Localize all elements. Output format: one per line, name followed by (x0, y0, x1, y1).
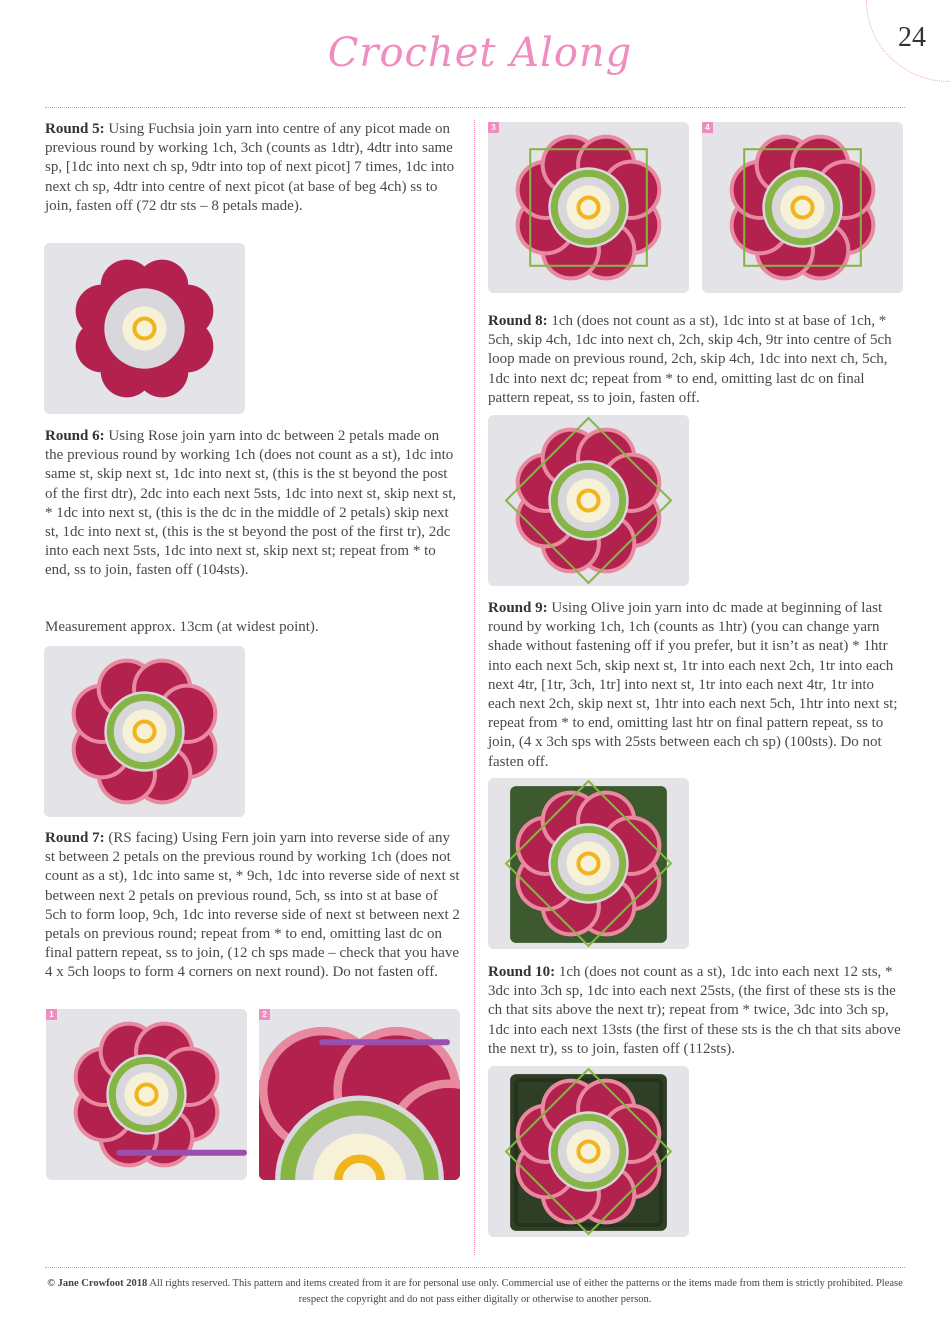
photo-round-8 (488, 415, 689, 586)
round-label: Round 10: (488, 964, 556, 980)
crochet-flower-illustration (702, 122, 903, 293)
round-8-instructions (488, 312, 904, 408)
round-label: Round 7: (45, 830, 105, 846)
header-divider (45, 107, 905, 108)
photo-step-2 (259, 1009, 460, 1180)
step-badge: 1 (46, 1009, 57, 1020)
photo-step-1 (46, 1009, 247, 1180)
footer-divider (45, 1267, 905, 1268)
photo-round-5 (44, 243, 245, 414)
round-6-instructions (45, 427, 461, 581)
round-10-instructions (488, 963, 904, 1059)
round-text: 1ch (does not count as a st), 1dc into each next 12 sts, * 3dc into 3ch sp, 1dc into each next 25sts, (the first of these sts is the ch that sits above the next tr); repeat from * twice, 3dc into 3ch sp, 1dc into each next 13sts (the first of these sts is the ch that sits above the next tr), ss to join, fasten off (112sts). (488, 964, 901, 1057)
photo-round-10 (488, 1066, 689, 1237)
round-text: (RS facing) Using Fern join yarn into reverse side of any st between 2 petals on the previous round by working 1ch (does not count as a st), 1dc into same st, * 9ch, 1dc into reverse side of next st between next 2 petals on previous round, 5ch, ss into st at base of 5ch to form loop, 9ch, 1dc into reverse side of next st between next 2 petals on previous round; repeat from * to end, omitting last dc on final pattern repeat, ss to join, (12 ch sps made – check that you have 4 x 5ch loops to form 4 corners on next round). Do not fasten off. (45, 830, 460, 981)
column-divider (474, 120, 475, 1255)
page-title: Crochet Along (327, 30, 633, 76)
crochet-flower-illustration (488, 122, 689, 293)
round-label: Round 9: (488, 600, 548, 616)
crochet-flower-illustration (44, 243, 245, 414)
round-text: Using Fuchsia join yarn into centre of any picot made on previous round by working 1ch, 3ch (counts as 1dtr), 4dtr into same sp, [1dc into next ch sp, 9dtr into top of next picot] 7 times, 1dc into next ch sp, 4dtr into centre of next picot (at base of beg 4ch) ss to join, fasten off (72 dtr sts – 8 petals made). (45, 121, 455, 214)
crochet-flower-illustration (44, 646, 245, 817)
round-7-instructions (45, 829, 461, 983)
photo-round-9 (488, 778, 689, 949)
round-9-instructions (488, 599, 904, 772)
copyright-text: All rights reserved. This pattern and items created from it are for personal use only. Commercial use of either the patterns or the items made from them is strictly prohibited. Please respect the copyright and do not pass either digitally or otherwise to another person. (147, 1278, 903, 1305)
round-label: Round 5: (45, 121, 105, 137)
step-badge: 4 (702, 122, 713, 133)
crochet-flower-illustration (488, 415, 689, 586)
round-label: Round 6: (45, 428, 105, 444)
round-text: Using Olive join yarn into dc made at beginning of last round by working 1ch, 1ch (counts as 1htr) (you can change yarn shade without fastening off if you prefer, but it isn’t as neat) * 1htr into each next 5ch, skip next st, 1tr into each next 2ch, 1tr into each next 4tr, [1tr, 3ch, 1tr] into next st, 1tr into each next 4tr, 1tr into each next 2ch, skip next st, 1htr into each next 5ch, 1htr into next st; repeat from * to end, omitting last htr on final pattern repeat, ss to join, (4 x 3ch sps with 25sts between each ch sp) (100sts). Do not fasten off. (488, 600, 898, 770)
copyright-author: © Jane Crowfoot 2018 (47, 1278, 148, 1289)
round-text: Using Rose join yarn into dc between 2 petals made on the previous round by working 1ch (does not count as a st), 1dc into same st, skip next st, 1dc into next st, (this is the st beyond the post of the first dtr), 2dc into each next 5sts, 1dc into next st, skip next st, * 1dc into next st, (this is the dc in the middle of 2 petals) skip next st, 1dc into next st, (this is the st beyond the post of the first tr), 2dc into each next 5sts, 1dc into next st, skip next st; repeat from * to end, ss to join, fasten off (104sts). (45, 428, 457, 579)
page-number: 24 (898, 22, 926, 53)
crochet-flower-illustration (46, 1009, 247, 1180)
photo-step-4 (702, 122, 903, 293)
step-badge: 2 (259, 1009, 270, 1020)
photo-step-3 (488, 122, 689, 293)
round-text: 1ch (does not count as a st), 1dc into st at base of 1ch, * 5ch, skip 4ch, 1dc into next ch, 2ch, skip 4ch, 9tr into centre of 5ch loop made on previous round, 2ch, skip 4ch, 1dc into next ch, 5ch, 1dc into next dc; repeat from * to end, omitting last dc on final pattern repeat, ss to join, fasten off. (488, 313, 892, 406)
step-badge: 3 (488, 122, 499, 133)
round-5-instructions (45, 120, 461, 216)
photo-round-6 (44, 646, 245, 817)
crochet-flower-illustration (259, 1009, 460, 1180)
round-label: Round 8: (488, 313, 548, 329)
measurement-note: Measurement approx. 13cm (at widest point). (45, 619, 319, 635)
crochet-flower-illustration (488, 1066, 689, 1237)
copyright-footer (45, 1276, 905, 1308)
crochet-flower-illustration (488, 778, 689, 949)
